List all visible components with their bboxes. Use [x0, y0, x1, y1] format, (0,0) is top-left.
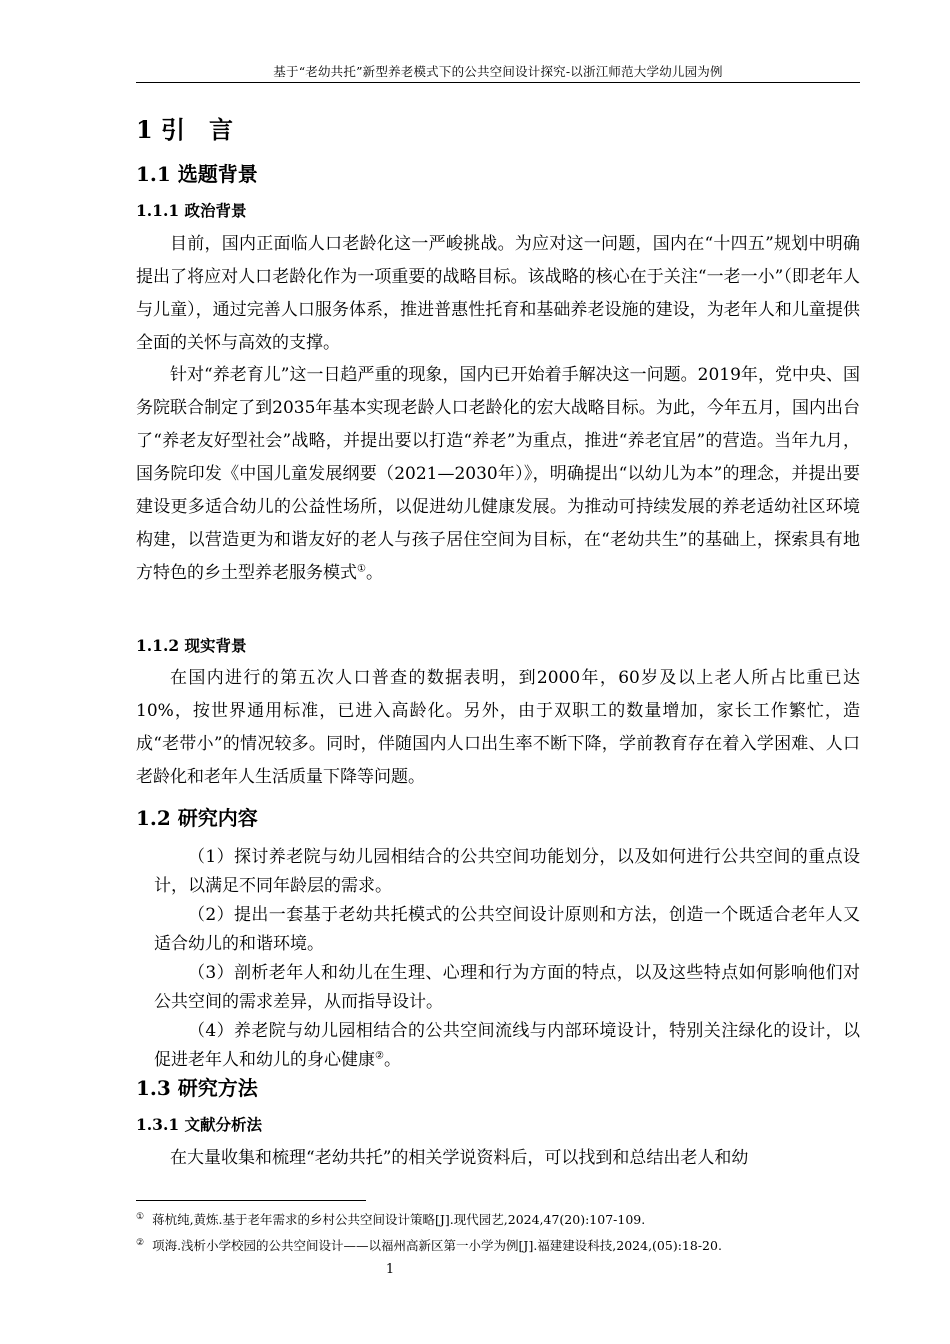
paragraph-political-1: 目前，国内正面临人口老龄化这一严峻挑战。为应对这一问题，国内在“十四五”规划中明确提出了将应对人口老龄化作为一项重要的战略目标。该战略的核心在于关注“一老一小”（即老年人与儿童），通过完善人口服务体系，推进普惠性托育和基础养老设施的建设，为老年人和儿童提供全面的关怀与高效的支撑。 — [136, 234, 860, 353]
section-heading-1-2: 1.2 研究内容 — [136, 806, 258, 830]
section-heading-1-1: 1.1 选题背景 — [136, 162, 258, 186]
footnote-1 — [136, 1210, 860, 1228]
footnote-ref-2[interactable]: ② — [375, 1050, 384, 1062]
chapter-title: 1 引 言 — [136, 115, 234, 144]
footnote-text: 项海.浅析小学校园的公共空间设计——以福州高新区第一小学为例[J].福建建设科技,2024,(05):18-20. — [152, 1238, 722, 1253]
research-item-1: （1）探讨养老院与幼儿园相结合的公共空间功能划分，以及如何进行公共空间的重点设计，以满足不同年龄层的需求。 — [154, 847, 860, 896]
page-number: 1 — [385, 1262, 395, 1277]
paragraph-reality-1: 在国内进行的第五次人口普查的数据表明，到2000年，60岁及以上老人所占比重已达10%，按世界通用标准，已进入高龄化。另外，由于双职工的数量增加，家长工作繁忙，造成“老带小”的情况较多。同时，伴随国内人口出生率不断下降，学前教育存在着入学困难、人口老龄化和老年人生活质量下降等问题。 — [136, 668, 860, 787]
research-item-4-end: 。 — [383, 1050, 401, 1070]
research-item-3: （3）剖析老年人和幼儿在生理、心理和行为方面的特点，以及这些特点如何影响他们对公共空间的需求差异，从而指导设计。 — [154, 963, 860, 1012]
header-rule — [136, 82, 860, 83]
paragraph-text: 针对“养老育儿”这一日趋严重的现象，国内已开始着手解决这一问题。2019年，党中央、国务院联合制定了到2035年基本实现老龄人口老龄化的宏大战略目标。为此，今年五月，国内出台了“养老友好型社会”战略，并提出要以打造“养老”为重点，推进“养老宜居”的营造。当年九月，国务院印发《中国儿童发展纲要（2021—2030年）》，明确提出“以幼儿为本”的理念，并提出要建设更多适合幼儿的公益性场所，以促进幼儿健康发展。为推动可持续发展的养老适幼社区环境构建，以营造更为和谐友好的老人与孩子居住空间为目标，在“老幼共生”的基础上，探索具有地方特色的乡土型养老服务模式 — [136, 365, 860, 583]
research-item-4-text: （4）养老院与幼儿园相结合的公共空间流线与内部环境设计，特别关注绿化的设计，以促进老年人和幼儿的身心健康 — [154, 1021, 860, 1070]
research-item-4 — [154, 1017, 860, 1075]
subsection-heading-1-1-2: 1.1.2 现实背景 — [136, 636, 247, 655]
footnote-mark: ① — [136, 1211, 145, 1222]
footnote-rule — [136, 1200, 366, 1201]
subsection-heading-1-3-1: 1.3.1 文献分析法 — [136, 1115, 263, 1134]
footnote-ref-1[interactable]: ① — [357, 563, 366, 575]
subsection-heading-1-1-1: 1.1.1 政治背景 — [136, 201, 247, 220]
footnote-mark: ② — [136, 1237, 145, 1248]
footnote-2 — [136, 1236, 860, 1254]
section-heading-1-3: 1.3 研究方法 — [136, 1076, 258, 1100]
footnote-text: 蒋杭纯,黄炼.基于老年需求的乡村公共空间设计策略[J].现代园艺,2024,47(20):107-109. — [152, 1212, 646, 1227]
paragraph-political-2 — [136, 359, 860, 590]
running-header: 基于“老幼共托”新型养老模式下的公共空间设计探究-以浙江师范大学幼儿园为例 — [273, 64, 723, 79]
paragraph-end: 。 — [365, 563, 383, 583]
research-item-2: （2）提出一套基于老幼共托模式的公共空间设计原则和方法，创造一个既适合老年人又适合幼儿的和谐环境。 — [154, 905, 860, 954]
paragraph-literature-1: 在大量收集和梳理“老幼共托”的相关学说资料后，可以找到和总结出老人和幼 — [170, 1148, 749, 1168]
